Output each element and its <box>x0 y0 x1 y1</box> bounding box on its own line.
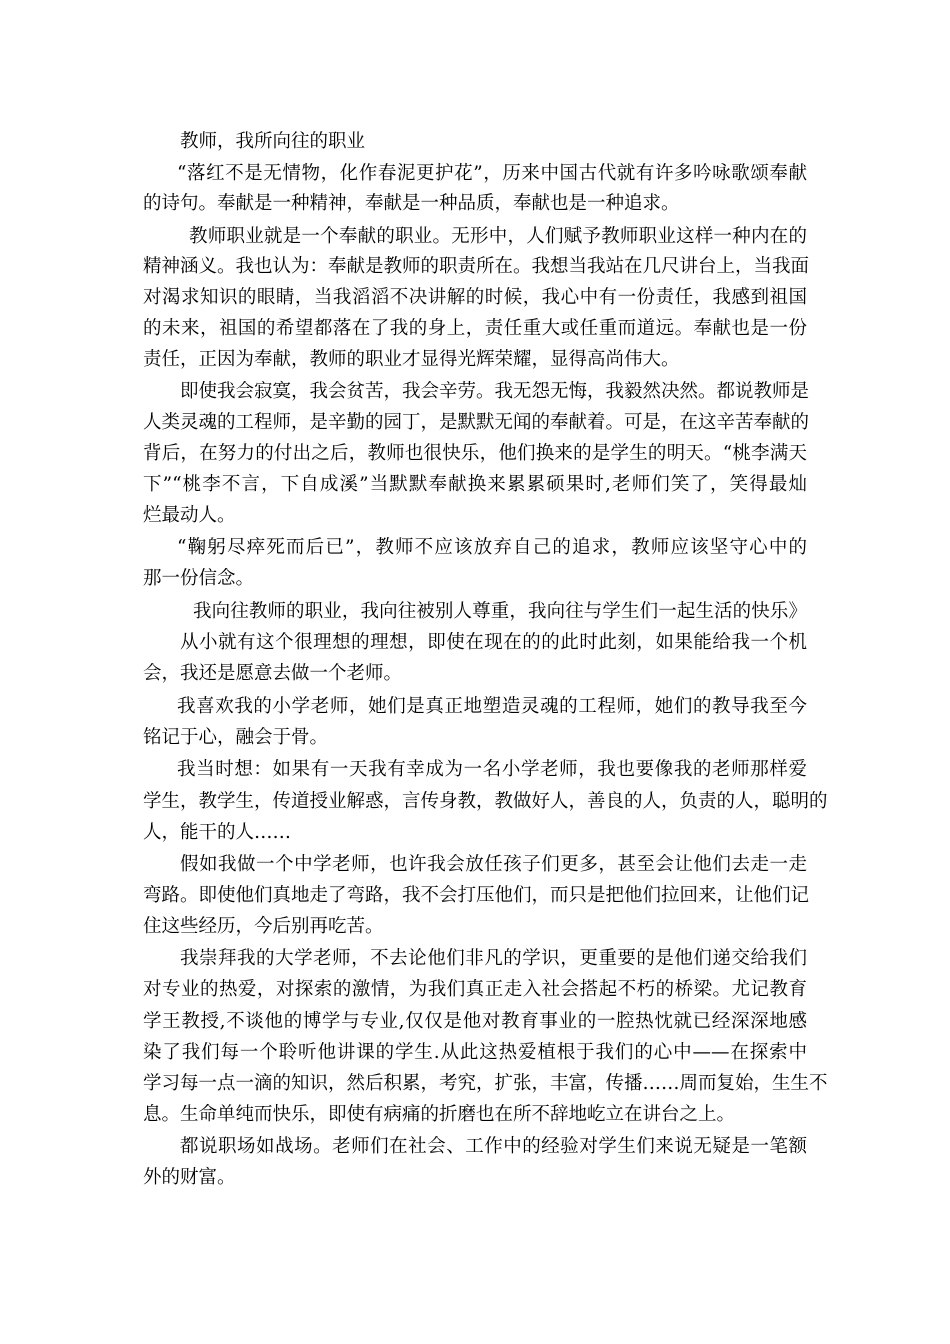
document-title: 教师，我所向往的职业 <box>180 131 366 152</box>
text-line: “鞠躬尽瘁死而后已”，教师不应该放弃自己的追求，教师应该坚守心中的 <box>177 537 807 558</box>
text-line: 住这些经历，今后别再吃苦。 <box>143 916 384 937</box>
text-line: 即使我会寂寞，我会贫苦，我会辛劳。我无怨无悔，我毅然决然。都说教师是 <box>180 381 810 402</box>
text-line: 的未来，祖国的希望都落在了我的身上，责任重大或任重而道远。奉献也是一份 <box>143 318 807 339</box>
text-line: 的诗句。奉献是一种精神，奉献是一种品质，奉献也是一种追求。 <box>143 193 680 214</box>
text-line: 我喜欢我的小学老师，她们是真正地塑造灵魂的工程师，她们的教导我至今 <box>177 696 807 717</box>
text-line: “落红不是无情物，化作春泥更护花”，历来中国古代就有许多吟咏歌颂奉献 <box>177 163 807 184</box>
text-line: 对渴求知识的眼睛，当我滔滔不决讲解的时候，我心中有一份责任，我感到祖国 <box>143 287 807 308</box>
text-line: 会，我还是愿意去做一个老师。 <box>143 663 403 684</box>
text-line: 背后，在努力的付出之后，教师也很快乐，他们换来的是学生的明天。“桃李满天 <box>143 443 807 464</box>
text-line: 息。生命单纯而快乐，即使有病痛的折磨也在所不辞地屹立在讲台之上。 <box>143 1104 736 1125</box>
text-line: 人类灵魂的工程师，是辛勤的园丁，是默默无闻的奉献着。可是，在这辛苦奉献的 <box>143 412 810 433</box>
text-line: 我向往教师的职业，我向往被别人尊重，我向往与学生们一起生活的快乐》 <box>193 601 807 622</box>
text-line: 教师职业就是一个奉献的职业。无形中，人们赋予教师职业这样一种内在的 <box>189 226 807 247</box>
text-line: 那一份信念。 <box>143 568 255 589</box>
text-line: 烂最动人。 <box>143 505 236 526</box>
text-line: 我当时想：如果有一天我有幸成为一名小学老师，我也要像我的老师那样爱 <box>177 759 807 780</box>
text-line: 弯路。即使他们真地走了弯路，我不会打压他们，而只是把他们拉回来，让他们记 <box>143 885 810 906</box>
text-line: 我崇拜我的大学老师，不去论他们非凡的学识，更重要的是他们递交给我们 <box>180 948 807 969</box>
text-line: 假如我做一个中学老师，也许我会放任孩子们更多，甚至会让他们去走一走 <box>180 854 807 875</box>
text-line: 染了我们每一个聆听他讲课的学生.从此这热爱植根于我们的心中——在探索中 <box>143 1042 807 1063</box>
text-line: 学生，教学生，传道授业解惑，言传身教，教做好人，善良的人，负责的人，聪明的 <box>143 791 828 812</box>
text-line: 对专业的热爱，对探索的激情，为我们真正走入社会搭起不朽的桥梁。尤记教育 <box>143 979 807 1000</box>
text-line: 精神涵义。我也认为：奉献是教师的职责所在。我想当我站在几尺讲台上，当我面 <box>143 256 810 277</box>
text-line: 都说职场如战场。老师们在社会、工作中的经验对学生们来说无疑是一笔额 <box>180 1136 807 1157</box>
text-line: 铭记于心，融会于骨。 <box>143 727 329 748</box>
text-line: 责任，正因为奉献，教师的职业才显得光辉荣耀，显得高尚伟大。 <box>143 349 680 370</box>
text-line: 学习每一点一滴的知识，然后积累，考究，扩张，丰富，传播……周而复始，生生不 <box>143 1073 828 1094</box>
text-line: 下”“桃李不言，下自成溪”当默默奉献换来累累硕果时,老师们笑了，笑得最灿 <box>143 474 807 495</box>
text-line: 从小就有这个很理想的理想，即使在现在的的此时此刻，如果能给我一个机 <box>180 632 807 653</box>
text-line: 外的财富。 <box>143 1167 236 1188</box>
text-line: 学王教授,不谈他的博学与专业,仅仅是他对教育事业的一腔热忱就已经深深地感 <box>143 1011 807 1032</box>
text-line: 人，能干的人…… <box>143 822 292 843</box>
